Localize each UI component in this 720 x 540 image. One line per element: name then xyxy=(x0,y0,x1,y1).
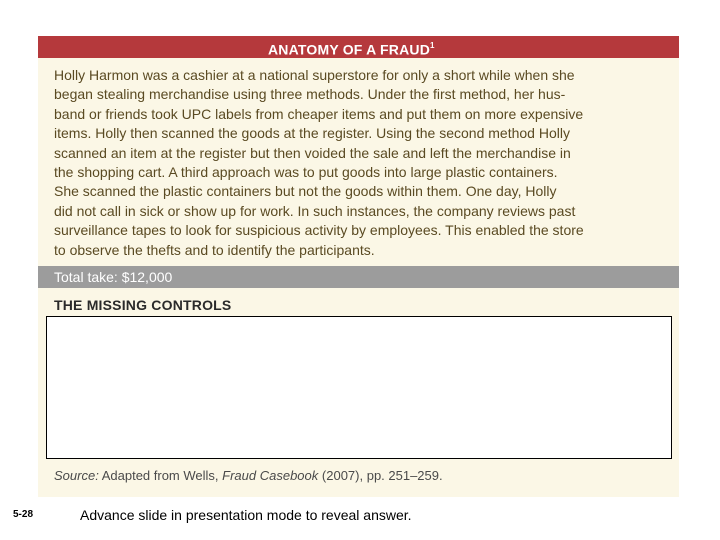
total-take: Total take: $12,000 xyxy=(54,269,173,285)
source-label: Source: xyxy=(54,468,99,483)
story-line: She scanned the plastic containers but not the goods within them. One day, Holly xyxy=(54,183,557,200)
anatomy-of-fraud-box xyxy=(38,36,679,497)
source-book-title: Fraud Casebook xyxy=(222,468,319,483)
total-take-bar xyxy=(38,266,679,288)
box-title xyxy=(268,36,435,61)
story-line: to observe the thefts and to identify the participants. xyxy=(54,241,375,258)
answer-placeholder-box xyxy=(46,316,672,459)
story-line: band or friends took UPC labels from cheaper items and put them on more expensive xyxy=(54,105,584,122)
story-line: scanned an item at the register but then voided the sale and left the merchandise in xyxy=(54,144,571,161)
box-title-text: ANATOMY OF A FRAUD xyxy=(268,41,431,58)
title-footnote-marker: 1 xyxy=(430,41,435,50)
source-citation xyxy=(54,467,443,485)
story-line: did not call in sick or show up for work. In such instances, the company reviews past xyxy=(54,202,576,219)
title-bar xyxy=(38,36,679,58)
story-line: items. Holly then scanned the goods at the register. Using the second method Holly xyxy=(54,125,570,142)
fraud-story xyxy=(54,66,672,260)
source-suffix: (2007), pp. 251–259. xyxy=(321,468,443,483)
story-line: the shopping cart. A third approach was to put goods into large plastic containers. xyxy=(54,164,558,181)
missing-controls-heading: THE MISSING CONTROLS xyxy=(54,297,232,313)
story-line: Holly Harmon was a cashier at a national superstore for only a short while when she xyxy=(54,67,575,83)
story-line: surveillance tapes to look for suspicious activity by employees. This enabled the store xyxy=(54,222,584,239)
source-prefix: Adapted from Wells, xyxy=(101,468,219,483)
page-number: 5-28 xyxy=(13,509,34,520)
presentation-note: Advance slide in presentation mode to reveal answer. xyxy=(80,507,412,523)
story-line: began stealing merchandise using three methods. Under the first method, her hus- xyxy=(54,86,566,103)
